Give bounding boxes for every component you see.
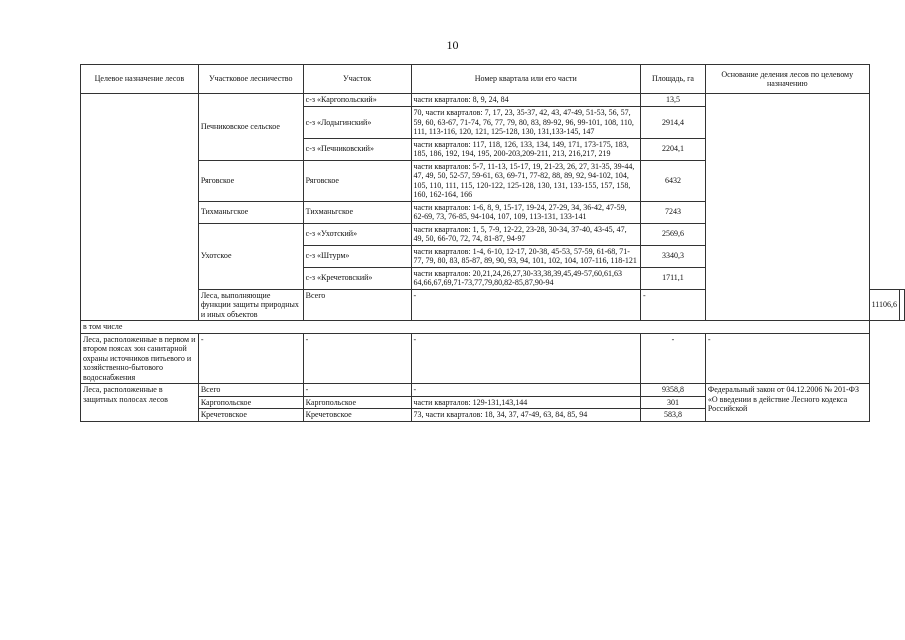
- quarters-cell: части кварталов: 1, 5, 7-9, 12-22, 23-28, 30-34, 37-40, 43-45, 47, 49, 50, 66-70, 72, 74, 81-87, 94-97: [411, 223, 640, 245]
- quarters-cell: -: [411, 333, 640, 384]
- forestry-cell: -: [198, 333, 303, 384]
- forestry-cell: Каргопольское: [198, 396, 303, 409]
- plot-cell: Кречетовское: [303, 409, 411, 422]
- quarters-cell: части кварталов: 117, 118, 126, 133, 134, 149, 171, 173-175, 183, 185, 186, 192, 194, 195, 200-203,209-211, 213, 216,217, 219: [411, 138, 640, 160]
- forestry-cell: Всего: [303, 289, 411, 321]
- plot-cell: с-з «Ухотский»: [303, 223, 411, 245]
- forestry-cell: Ухотское: [198, 223, 303, 289]
- area-cell: 3340,3: [641, 245, 706, 267]
- area-cell: 1711,1: [641, 267, 706, 289]
- area-cell: 11106,6: [869, 289, 899, 321]
- quarters-cell: части кварталов: 20,21,24,26,27,30-33,38,39,45,49-57,60,61,63 64,66,67,69,71-73,77,79,80,82-85,87,90-94: [411, 267, 640, 289]
- area-cell: 7243: [641, 201, 706, 223]
- plot-cell: с-з «Кречетовский»: [303, 267, 411, 289]
- table-header-row: [81, 65, 905, 94]
- plot-cell: -: [411, 289, 640, 321]
- quarters-cell: 70, части кварталов: 7, 17, 23, 35-37, 42, 43, 47-49, 51-53, 56, 57, 59, 60, 63-67, 71-74, 76, 77, 79, 80, 83, 89-92, 96, 99-101, 108, 110, 111, 113-116, 120, 121, 125-128, 130, 131,133-145, 147: [411, 107, 640, 139]
- including-label: в том числе: [81, 321, 870, 334]
- table-row: [81, 384, 905, 397]
- plot-cell: с-з «Лодыгинский»: [303, 107, 411, 139]
- forestry-cell: Всего: [198, 384, 303, 397]
- area-cell: 2569,6: [641, 223, 706, 245]
- plot-cell: -: [303, 384, 411, 397]
- area-cell: 13,5: [641, 94, 706, 107]
- quarters-cell: части кварталов: 8, 9, 24, 84: [411, 94, 640, 107]
- plot-cell: Ряговское: [303, 160, 411, 201]
- forestry-cell: Тихманьгское: [198, 201, 303, 223]
- forestry-cell: Печниковское сельское: [198, 94, 303, 161]
- table-row: [81, 94, 905, 107]
- header-basis: Основание деления лесов по целевому назначению: [705, 65, 869, 94]
- page-number: 10: [446, 38, 459, 52]
- basis-cell-empty: [900, 289, 905, 321]
- area-cell: 2204,1: [641, 138, 706, 160]
- table-row: [81, 321, 905, 334]
- basis-cell: -: [705, 333, 869, 384]
- quarters-cell: -: [411, 384, 640, 397]
- area-cell: 583,8: [641, 409, 706, 422]
- plot-cell: с-з «Штурм»: [303, 245, 411, 267]
- purpose-cell: Леса, расположенные в первом и втором поясах зон санитарной охраны источников питьевого и хозяйственно-бытового водоснабжения: [81, 333, 199, 384]
- plot-cell: -: [303, 333, 411, 384]
- basis-cell: Федеральный закон от 04.12.2006 № 201-ФЗ «О введении в действие Лесного кодекса Российской: [705, 384, 869, 422]
- plot-cell: с-з «Печниковский»: [303, 138, 411, 160]
- quarters-cell: части кварталов: 1-4, 6-10, 12-17, 20-38, 45-53, 57-59, 61-68, 71-77, 79, 80, 83, 85-87, 89, 90, 93, 94, 101, 102, 104, 107-116, 118-121: [411, 245, 640, 267]
- forestry-cell: Ряговское: [198, 160, 303, 201]
- quarters-cell: части кварталов: 1-6, 8, 9, 15-17, 19-24, 27-29, 34, 36-42, 47-59, 62-69, 73, 76-85, 94-104, 107, 109, 113-131, 133-141: [411, 201, 640, 223]
- quarters-cell: -: [641, 289, 706, 321]
- area-cell: 6432: [641, 160, 706, 201]
- header-quarter: Номер квартала или его части: [411, 65, 640, 94]
- quarters-cell: части кварталов: 5-7, 11-13, 15-17, 19, 21-23, 26, 27, 31-35, 39-44, 47, 49, 50, 52-57, 59-61, 63, 69-71, 77-82, 88, 89, 92, 94-102, 104, 105, 110, 111, 115, 120-122, 125-128, 130, 131, 133-155, 157, 158, 160, 162-164, 166: [411, 160, 640, 201]
- area-cell: 9358,8: [641, 384, 706, 397]
- header-purpose: Целевое назначение лесов: [81, 65, 199, 94]
- quarters-cell: 73, части кварталов: 18, 34, 37, 47-49, 63, 84, 85, 94: [411, 409, 640, 422]
- forestry-cell: Кречетовское: [198, 409, 303, 422]
- plot-cell: с-з «Каргопольский»: [303, 94, 411, 107]
- header-area: Площадь, га: [641, 65, 706, 94]
- plot-cell: Каргопольское: [303, 396, 411, 409]
- forest-purpose-table: [80, 64, 905, 422]
- quarters-cell: части кварталов: 129-131,143,144: [411, 396, 640, 409]
- basis-cell-empty: [705, 94, 869, 321]
- purpose-cell: Леса, выполняющие функции защиты природных и иных объектов: [198, 289, 303, 321]
- purpose-cell: Леса, расположенные в защитных полосах лесов: [81, 384, 199, 422]
- header-plot: Участок: [303, 65, 411, 94]
- area-cell: 301: [641, 396, 706, 409]
- table-row: [81, 333, 905, 384]
- header-forestry: Участковое лесничество: [198, 65, 303, 94]
- area-cell: 2914,4: [641, 107, 706, 139]
- plot-cell: Тихманьгское: [303, 201, 411, 223]
- purpose-cell-empty: [81, 94, 199, 321]
- area-cell: -: [641, 333, 706, 384]
